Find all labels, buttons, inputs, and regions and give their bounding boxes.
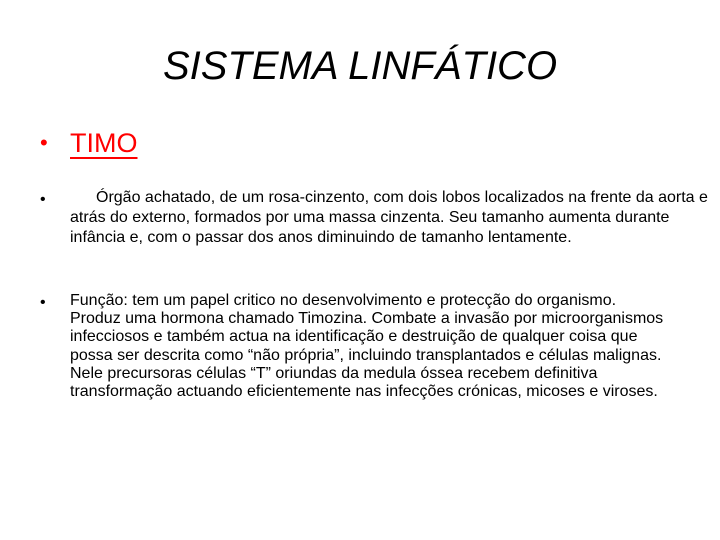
section-heading-timo: TIMO <box>70 128 138 158</box>
description-paragraph: Órgão achatado, de um rosa-cinzento, com dois lobos localizados na frente da aorta e atrás do externo, formados por uma massa cinzenta. Seu tamanho aumenta durante infância e, com o passar dos anos diminuindo de tamanho lentamente. <box>70 189 708 246</box>
bullet-marker-function: • <box>40 294 46 311</box>
function-paragraph: Função: tem um papel critico no desenvolvimento e protecção do organismo. Produz uma hormona chamado Timozina. Combate a invasão por microorganismos infecciosos e também actua na identificação e destruição de qualquer coisa que possa ser descrita como “não própria”, incluindo transplantados e células malignas. Nele precursoras células “T” oriundas da medula óssea recebem definitiva transformação actuando eficientemente nas infecções crónicas, micoses e viroses. <box>70 292 664 401</box>
bullet-marker-timo: • <box>40 130 48 155</box>
bullet-marker-description: • <box>40 191 46 208</box>
slide-title: SISTEMA LINFÁTICO <box>162 44 558 88</box>
